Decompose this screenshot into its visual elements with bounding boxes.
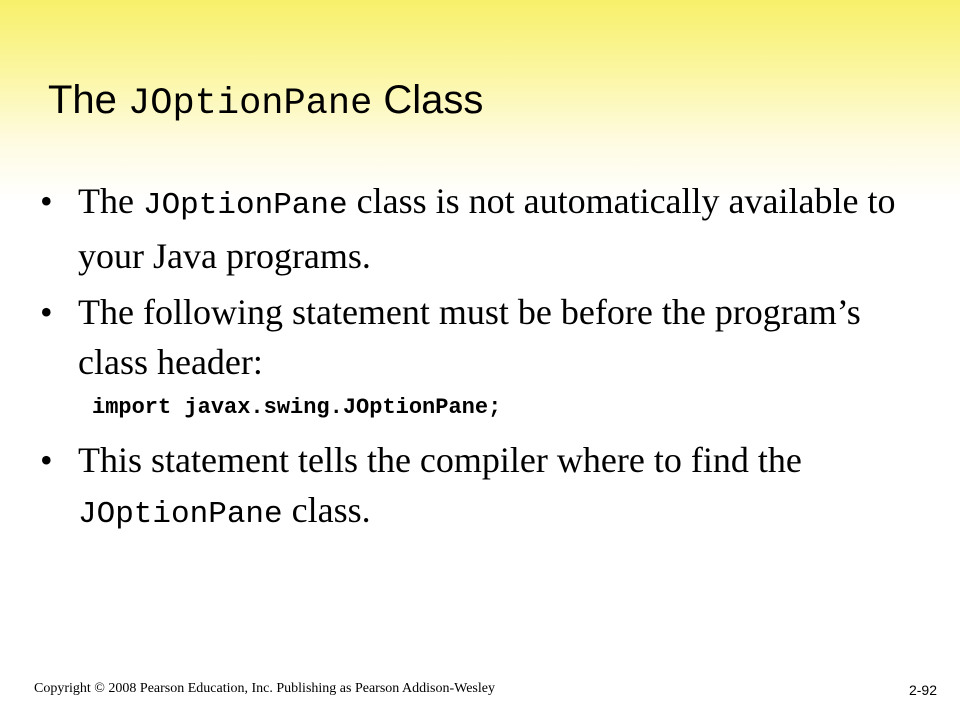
copyright-footer: Copyright © 2008 Pearson Education, Inc. Publishing as Pearson Addison-Wesley xyxy=(34,681,495,696)
title-suffix: Class xyxy=(372,78,484,122)
bullet-text: The following statement must be before the program’s class header: xyxy=(78,292,861,382)
bullet-code: JOptionPane xyxy=(78,497,283,532)
bullet-marker: • xyxy=(40,181,53,221)
bullet-code: JOptionPane xyxy=(142,188,348,223)
title-prefix: The xyxy=(48,78,129,122)
bullet-text-after: class is not automatically available to your Java programs. xyxy=(78,181,896,276)
bullet-marker: • xyxy=(40,292,53,332)
bullet-text-before: The xyxy=(78,181,143,221)
bullet-marker: • xyxy=(40,440,53,480)
code-line: import javax.swing.JOptionPane; xyxy=(92,395,502,420)
bullet-text-after: class. xyxy=(282,490,371,530)
title-code: JOptionPane xyxy=(128,83,373,125)
slide-title xyxy=(48,78,483,125)
bullet-list xyxy=(40,176,920,546)
bullet-item xyxy=(40,176,920,281)
bullet-item xyxy=(40,435,920,540)
page-number: 2-92 xyxy=(908,682,937,698)
bullet-item xyxy=(40,287,920,387)
bullet-text-before: This statement tells the compiler where to find the xyxy=(78,440,802,480)
